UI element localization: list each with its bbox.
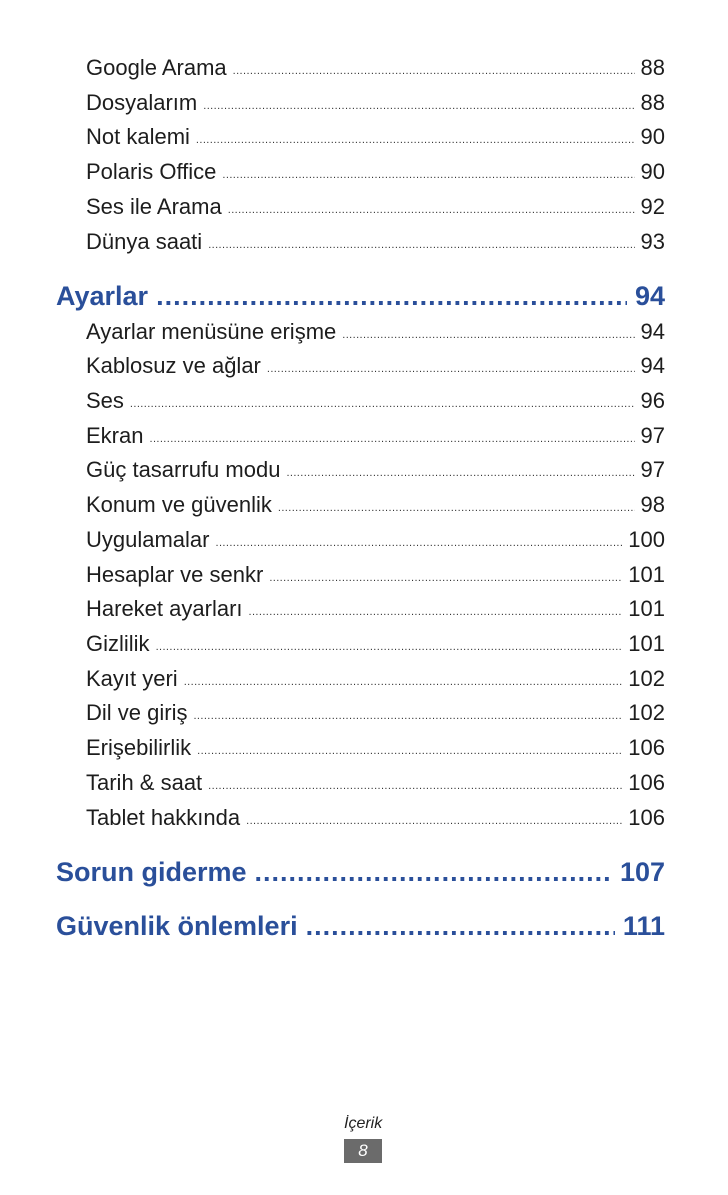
toc-leader-dots [269,563,622,593]
toc-section-sorun-giderme[interactable] [56,855,665,889]
toc-entry-page: 106 [628,735,665,760]
toc-entry-page: 97 [640,423,665,448]
toc-entry-label: Google Arama [86,55,227,80]
toc-leader-dots [228,195,635,225]
toc-leader-dots [208,771,622,801]
toc-entry-label: Hareket ayarları [86,596,243,621]
toc-entry-label: Konum ve güvenlik [86,492,272,517]
toc-entry[interactable] [86,594,665,628]
toc-entry[interactable] [86,664,665,698]
toc-leader-dots [208,230,634,260]
toc-entry[interactable] [86,768,665,802]
toc-entry-page: 90 [640,124,665,149]
toc-entry[interactable] [86,122,665,156]
toc-entry[interactable] [86,192,665,226]
toc-entry-page: 100 [628,527,665,552]
toc-leader-dots [233,56,635,86]
toc-entry[interactable] [86,525,665,559]
toc-entry-label: Dünya saati [86,229,203,254]
toc-entry-page: 98 [640,492,665,517]
toc-entry[interactable] [86,803,665,837]
toc-entry-label: Erişebilirlik [86,735,192,760]
toc-entry-page: 106 [628,805,665,830]
toc-entry-label: Ekran [86,423,144,448]
toc-leader-dots [267,354,635,384]
toc-section-label: Ayarlar [56,281,149,311]
toc-entry[interactable] [86,455,665,489]
toc-entry[interactable] [86,733,665,767]
toc-leader-dots [197,736,622,766]
toc-entry-page: 102 [628,666,665,691]
toc-leader-dots [306,909,615,943]
toc-entry-page: 102 [628,700,665,725]
toc-leader-dots [286,458,634,488]
toc-entry-page: 101 [628,631,665,656]
toc-entry-page: 90 [640,159,665,184]
toc-entry-label: Gizlilik [86,631,150,656]
toc-leader-dots [246,806,622,836]
toc-section-guvenlik-onlemleri[interactable] [56,909,665,943]
toc-entry-page: 92 [640,194,665,219]
toc-leader-dots [156,632,623,662]
toc-leader-dots [249,597,623,627]
toc-entry-page: 96 [640,388,665,413]
toc-entry[interactable] [86,227,665,261]
toc-entry-page: 94 [640,319,665,344]
toc-entry[interactable] [86,317,665,351]
toc-entry[interactable] [86,560,665,594]
toc-leader-dots [156,279,627,313]
toc-leader-dots [203,91,634,121]
footer-section-name: İçerik [344,1115,383,1132]
toc-entry[interactable] [86,386,665,420]
toc-leader-dots [149,424,634,454]
toc-entry[interactable] [86,53,665,87]
toc-leader-dots [342,320,634,350]
toc-entry-label: Tablet hakkında [86,805,241,830]
toc-entry-label: Kayıt yeri [86,666,178,691]
toc-entry[interactable] [86,629,665,663]
toc-entry-page: 88 [640,90,665,115]
toc-entry-label: Tarih & saat [86,770,203,795]
toc-entry-page: 94 [640,353,665,378]
toc-entry-label: Ayarlar menüsüne erişme [86,319,337,344]
toc-leader-dots [278,493,635,523]
toc-entry-page: 97 [640,457,665,482]
toc-section-label: Sorun giderme [56,857,247,887]
toc-entry-label: Güç tasarrufu modu [86,457,281,482]
toc-entry-label: Hesaplar ve senkr [86,562,264,587]
toc-entry-label: Dil ve giriş [86,700,188,725]
toc-entry-label: Ses [86,388,124,413]
toc-leader-dots [196,125,635,155]
toc-entry-page: 101 [628,596,665,621]
toc-entry-page: 88 [640,55,665,80]
toc-leader-dots [193,701,622,731]
toc-entry-label: Dosyalarım [86,90,198,115]
page-number-badge: 8 [344,1139,382,1163]
toc-leader-dots [255,855,612,889]
toc-section-ayarlar[interactable] [56,279,665,313]
toc-entry-page: 93 [640,229,665,254]
toc-leader-dots [184,667,623,697]
toc-section-page: 107 [619,857,665,887]
toc-entry-label: Uygulamalar [86,527,210,552]
toc-section-page: 94 [634,281,665,311]
toc-entry[interactable] [86,351,665,385]
toc-section-label: Güvenlik önlemleri [56,911,298,941]
toc-leader-dots [222,160,634,190]
toc-entry[interactable] [86,698,665,732]
toc-entry-page: 101 [628,562,665,587]
toc-entry-page: 106 [628,770,665,795]
toc-entry[interactable] [86,157,665,191]
toc-entry[interactable] [86,490,665,524]
toc-entry-label: Not kalemi [86,124,190,149]
toc-leader-dots [216,528,623,558]
toc-section-page: 111 [622,911,665,941]
toc-entry[interactable] [86,88,665,122]
toc-entry[interactable] [86,421,665,455]
toc-leader-dots [130,389,635,419]
toc-entry-label: Ses ile Arama [86,194,222,219]
toc-entry-label: Kablosuz ve ağlar [86,353,261,378]
toc-entry-label: Polaris Office [86,159,217,184]
